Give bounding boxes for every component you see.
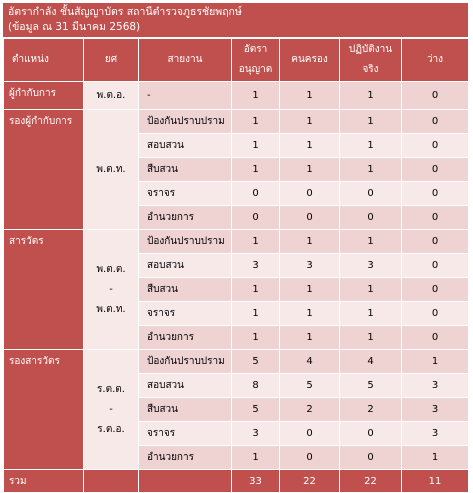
allowed-cell: 1: [232, 134, 280, 158]
table-row: [4, 110, 469, 134]
actual-cell: 4: [340, 350, 402, 374]
held-cell: 1: [280, 158, 340, 182]
rank-cell: [84, 350, 139, 470]
vacant-cell: 0: [402, 254, 469, 278]
staffing-document: [3, 3, 468, 493]
allowed-cell: 0: [232, 206, 280, 230]
actual-cell: 1: [340, 278, 402, 302]
held-cell: 0: [280, 422, 340, 446]
position-cell: รองสารวัตร: [4, 350, 84, 470]
held-cell: 1: [280, 110, 340, 134]
rank-line: -: [109, 283, 113, 295]
held-cell: 3: [280, 254, 340, 278]
table-row: [4, 230, 469, 254]
title-line-2: (ข้อมูล ณ 31 มีนาคม 2568): [8, 21, 141, 33]
rank-cell: [84, 110, 139, 230]
allowed-cell: 8: [232, 374, 280, 398]
work-cell: สอบสวน: [139, 254, 232, 278]
table-body: [4, 82, 469, 493]
vacant-cell: 3: [402, 398, 469, 422]
held-cell: 0: [280, 182, 340, 206]
total-row: [4, 470, 469, 493]
held-cell: 1: [280, 302, 340, 326]
allowed-cell: 1: [232, 446, 280, 470]
allowed-cell: 1: [232, 326, 280, 350]
held-cell: 0: [280, 206, 340, 230]
header-held: คนครอง: [280, 39, 340, 82]
actual-cell: 1: [340, 230, 402, 254]
work-cell: สืบสวน: [139, 398, 232, 422]
held-cell: 1: [280, 134, 340, 158]
vacant-cell: 0: [402, 82, 469, 110]
header-actual: [340, 39, 402, 82]
rank-line: พ.ต.ต.: [96, 263, 126, 275]
work-cell: อำนวยการ: [139, 326, 232, 350]
work-cell: ป้องกันปราบปราม: [139, 350, 232, 374]
rank-cell: [84, 82, 139, 110]
vacant-cell: 1: [402, 446, 469, 470]
allowed-cell: 1: [232, 110, 280, 134]
actual-cell: 0: [340, 422, 402, 446]
allowed-cell: 1: [232, 278, 280, 302]
allowed-cell: 0: [232, 182, 280, 206]
title-line-1: อัตรากำลัง ชั้นสัญญาบัตร สถานีตำรวจภูธรชัยพฤกษ์: [8, 6, 242, 18]
work-cell: สอบสวน: [139, 134, 232, 158]
rank-line: พ.ต.อ.: [96, 89, 126, 101]
actual-cell: 1: [340, 82, 402, 110]
held-cell: 1: [280, 82, 340, 110]
actual-cell: 1: [340, 134, 402, 158]
staffing-table: [3, 38, 469, 493]
held-cell: 0: [280, 446, 340, 470]
total-empty-work: [139, 470, 232, 493]
header-actual-line-1: ปฏิบัติงาน: [348, 44, 393, 55]
vacant-cell: 0: [402, 278, 469, 302]
rank-line: ร.ต.อ.: [97, 423, 125, 435]
allowed-cell: 1: [232, 82, 280, 110]
rank-line: พ.ต.ท.: [96, 303, 126, 315]
vacant-cell: 0: [402, 110, 469, 134]
vacant-cell: 0: [402, 230, 469, 254]
header-allowed: [232, 39, 280, 82]
header-allowed-line-2: อนุญาต: [238, 64, 273, 75]
vacant-cell: 0: [402, 158, 469, 182]
total-held: 22: [280, 470, 340, 493]
vacant-cell: 3: [402, 422, 469, 446]
work-cell: สืบสวน: [139, 158, 232, 182]
rank-line: ร.ต.ต.: [97, 383, 125, 395]
work-cell: สอบสวน: [139, 374, 232, 398]
work-cell: ป้องกันปราบปราม: [139, 230, 232, 254]
total-label: รวม: [4, 470, 84, 493]
work-cell: อำนวยการ: [139, 446, 232, 470]
actual-cell: 1: [340, 110, 402, 134]
header-actual-line-2: จริง: [362, 64, 379, 75]
position-cell: สารวัตร: [4, 230, 84, 350]
actual-cell: 1: [340, 158, 402, 182]
allowed-cell: 5: [232, 398, 280, 422]
header-position: ตำแหน่ง: [4, 39, 84, 82]
position-cell: ผู้กำกับการ: [4, 82, 84, 110]
vacant-cell: 0: [402, 134, 469, 158]
rank-line: พ.ต.ท.: [96, 163, 126, 175]
header-rank: ยศ: [84, 39, 139, 82]
total-vacant: 11: [402, 470, 469, 493]
vacant-cell: 0: [402, 302, 469, 326]
total-empty-rank: [84, 470, 139, 493]
vacant-cell: 0: [402, 326, 469, 350]
actual-cell: 2: [340, 398, 402, 422]
held-cell: 5: [280, 374, 340, 398]
work-cell: จราจร: [139, 302, 232, 326]
work-cell: อำนวยการ: [139, 206, 232, 230]
held-cell: 2: [280, 398, 340, 422]
actual-cell: 0: [340, 206, 402, 230]
header-row: [4, 39, 469, 82]
position-cell: รองผู้กำกับการ: [4, 110, 84, 230]
rank-line: -: [109, 403, 113, 415]
total-actual: 22: [340, 470, 402, 493]
allowed-cell: 3: [232, 254, 280, 278]
actual-cell: 0: [340, 182, 402, 206]
held-cell: 1: [280, 230, 340, 254]
document-title: [3, 3, 468, 38]
allowed-cell: 3: [232, 422, 280, 446]
vacant-cell: 1: [402, 350, 469, 374]
header-allowed-line-1: อัตรา: [243, 44, 268, 55]
vacant-cell: 0: [402, 182, 469, 206]
actual-cell: 1: [340, 302, 402, 326]
header-work: สายงาน: [139, 39, 232, 82]
header-vacant: ว่าง: [402, 39, 469, 82]
allowed-cell: 5: [232, 350, 280, 374]
work-cell: ป้องกันปราบปราม: [139, 110, 232, 134]
table-row: [4, 82, 469, 110]
table-row: [4, 350, 469, 374]
total-allowed: 33: [232, 470, 280, 493]
work-cell: สืบสวน: [139, 278, 232, 302]
actual-cell: 3: [340, 254, 402, 278]
held-cell: 1: [280, 278, 340, 302]
vacant-cell: 3: [402, 374, 469, 398]
held-cell: 4: [280, 350, 340, 374]
actual-cell: 0: [340, 446, 402, 470]
allowed-cell: 1: [232, 302, 280, 326]
actual-cell: 5: [340, 374, 402, 398]
work-cell: จราจร: [139, 182, 232, 206]
vacant-cell: 0: [402, 206, 469, 230]
held-cell: 1: [280, 326, 340, 350]
work-cell: -: [139, 82, 232, 110]
allowed-cell: 1: [232, 158, 280, 182]
allowed-cell: 1: [232, 230, 280, 254]
actual-cell: 1: [340, 326, 402, 350]
work-cell: จราจร: [139, 422, 232, 446]
rank-cell: [84, 230, 139, 350]
